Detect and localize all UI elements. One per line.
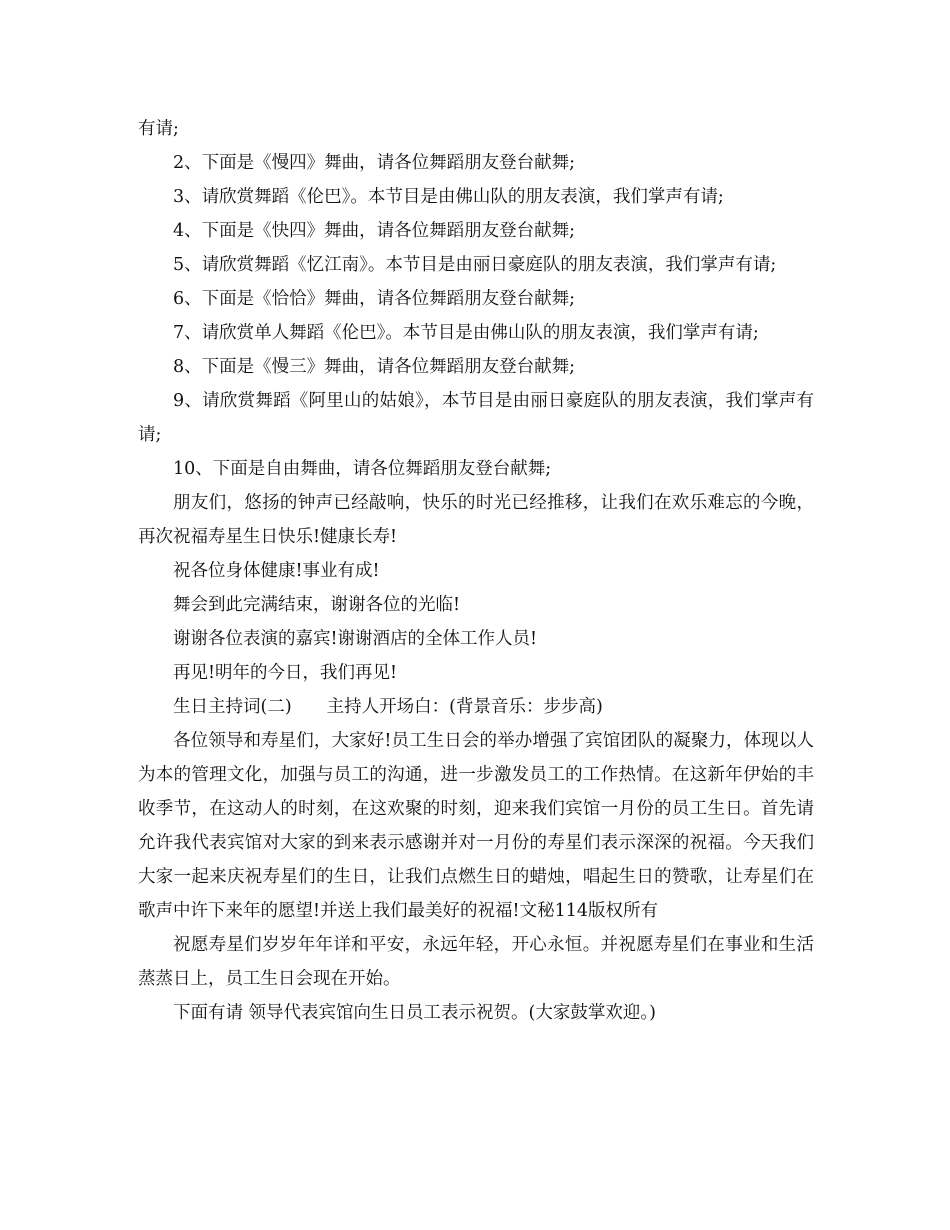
paragraph-item-3: 3、请欣赏舞蹈《伦巴》。本节目是由佛山队的朋友表演，我们掌声有请; [173,187,724,207]
paragraph-health-wishes: 祝各位身体健康!事业有成! [173,561,380,581]
document-body [138,112,814,1030]
paragraph-closing-wishes: 朋友们，悠扬的钟声已经敲响，快乐的时光已经推移，让我们在欢乐难忘的今晚，再次祝福寿星生日快乐!健康长寿! [138,493,814,547]
paragraph-item-9: 9、请欣赏舞蹈《阿里山的姑娘》，本节目是由丽日豪庭队的朋友表演，我们掌声有请; [138,391,814,445]
paragraph-invitation: 下面有请 领导代表宾馆向生日员工表示祝贺。(大家鼓掌欢迎。) [173,1003,656,1023]
paragraph-item-7: 7、请欣赏单人舞蹈《伦巴》。本节目是由佛山队的朋友表演，我们掌声有请; [173,323,759,343]
paragraph-item-5: 5、请欣赏舞蹈《忆江南》。本节目是由丽日豪庭队的朋友表演，我们掌声有请; [173,255,777,275]
paragraph-item-4: 4、下面是《快四》舞曲，请各位舞蹈朋友登台献舞; [173,221,576,241]
paragraph-item-10: 10、下面是自由舞曲，请各位舞蹈朋友登台献舞; [173,459,552,479]
paragraph-item-8: 8、下面是《慢三》舞曲，请各位舞蹈朋友登台献舞; [173,357,576,377]
paragraph-blessing: 祝愿寿星们岁岁年年详和平安，永远年轻，开心永恒。并祝愿寿星们在事业和生活蒸蒸日上，员工生日会现在开始。 [138,935,814,989]
paragraph-opening-speech: 各位领导和寿星们，大家好!员工生日会的举办增强了宾馆团队的凝聚力，体现以人为本的管理文化，加强与员工的沟通，进一步激发员工的工作热情。在这新年伊始的丰收季节，在这动人的时刻，在这欢聚的时刻，迎来我们宾馆一月份的员工生日。首先请允许我代表宾馆对大家的到来表示感谢并对一月份的寿星们表示深深的祝福。今天我们大家一起来庆祝寿星们的生日，让我们点燃生日的蜡烛，唱起生日的赞歌，让寿星们在歌声中许下来年的愿望!并送上我们最美好的祝福!文秘114版权所有 [138,731,814,921]
section-heading: 生日主持词(二) 主持人开场白：(背景音乐：步步高) [173,697,603,717]
paragraph-item-6: 6、下面是《恰恰》舞曲，请各位舞蹈朋友登台献舞; [173,289,576,309]
paragraph-item-2: 2、下面是《慢四》舞曲，请各位舞蹈朋友登台献舞; [173,153,576,173]
paragraph-dance-end: 舞会到此完满结束，谢谢各位的光临! [173,595,461,615]
paragraph-goodbye: 再见!明年的今日，我们再见! [173,663,398,683]
paragraph-continuation: 有请; [138,119,179,139]
paragraph-thanks: 谢谢各位表演的嘉宾!谢谢酒店的全体工作人员! [173,629,538,649]
